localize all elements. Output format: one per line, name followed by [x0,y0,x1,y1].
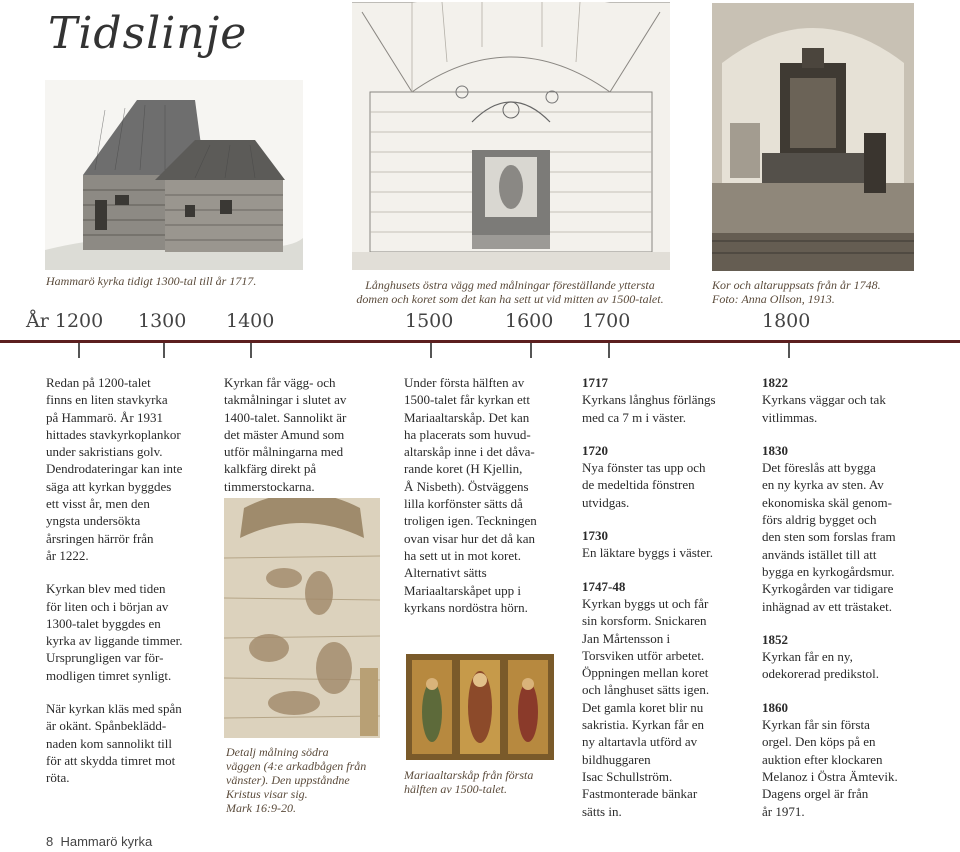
church-caption: Hammarö kyrka tidigt 1300-tal till år 1717. [46,274,257,288]
event-1730: 1730 En läktare byggs i väster. [582,528,714,561]
timeline-tick-1700 [608,343,610,358]
wall-drawing-image [352,2,670,270]
event-1822: 1822 Kyrkans väggar och tak vitlimmas. [762,375,886,425]
cabinet-caption: Mariaaltarskåp från första hälften av 1500-talet. [404,768,534,796]
column-1700s [582,374,752,836]
event-year: 1822 [762,375,788,390]
wall-caption-line-2: domen och koret som det kan ha sett ut vid mitten av 1500-talet. [356,292,664,306]
column-1400s [224,374,384,511]
column-1800s [762,374,952,836]
page-footer [46,834,152,849]
column-1200s [46,374,206,803]
event-year: 1860 [762,699,788,715]
event-year: 1747-48 [582,578,626,594]
wall-caption-line-1: Långhusets östra vägg med målningar föreställande yttersta [365,278,655,292]
page-number: 8 [46,834,54,849]
timeline-tick-1800 [788,343,790,358]
altar-caption-line-1: Kor och altaruppsats från år 1748. [712,278,881,292]
timeline-label-1300: 1300 [138,310,187,332]
altar-photo-image [712,3,914,271]
publication-name: Hammarö kyrka [60,834,153,849]
event-year: 1720 [582,442,608,458]
timeline-label-1500: 1500 [405,310,454,332]
page-title: Tidslinje [48,8,248,59]
event-year: 1852 [762,631,788,647]
event-year: 1830 [762,442,788,458]
timeline-tick-1600 [530,343,532,358]
timeline-label-1400: 1400 [226,310,275,332]
altar-caption [712,278,952,306]
event-1860: 1860 Kyrkan får sin första orgel. Den köps på en auktion efter klockaren Melanoz i Östra Ämtevik. Dagens orgel är från år 1971. [762,699,898,819]
event-year: 1730 [582,528,608,544]
year-prefix: År [26,310,49,332]
event-1717: 1717 Kyrkans långhus förlängs med ca 7 m i väster. [582,375,716,425]
timeline-label-1200: År 1200 [26,310,104,332]
paragraph-maria-altar: Under första hälften av 1500-talet får kyrkan ett Mariaaltarskåp. Det kan ha placerats som huvud- altarskåp inne i det dåva- rande koret (H Kjellin, Å Nisbeth). Östväggens lilla korfönster sätts då troligen igen. Teckningen ovan visar hur det då kan ha sett ut in mot koret. Alternativt sätts Mariaaltarskåpet upp i kyrkans nordöstra hörn. [404,375,537,615]
maria-altar-cabinet-image [404,652,556,762]
event-year: 1717 [582,375,608,390]
column-1500s [404,374,574,632]
event-1830: 1830 Det föreslås att bygga en ny kyrka av sten. Av ekonomiska skäl genom- förs aldrig bygget och den sten som forslas fram används istället till att bygga en kyrkogårdsmur. Kyrkogården var tidigare inhägnad av ett trästaket. [762,442,896,614]
event-1852: 1852 Kyrkan får en ny, odekorerad predikstol. [762,631,879,682]
event-1720: 1720 Nya fönster tas upp och de medeltida fönstren utvidgas. [582,442,706,510]
painting-caption: Detalj målning södra väggen (4:e arkadbågen från vänster). Den uppståndne Kristus visar sig. Mark 16:9-20. [226,745,367,815]
timeline-tick-1500 [430,343,432,358]
timeline-axis [0,340,960,343]
timeline-label-1700: 1700 [582,310,631,332]
timeline-label-1800: 1800 [762,310,811,332]
wall-caption [340,278,680,306]
timeline-tick-1400 [250,343,252,358]
altar-caption-line-2: Foto: Anna Ollson, 1913. [712,292,835,306]
timeline-tick-1200 [78,343,80,358]
church-sketch-image [45,80,303,270]
paragraph-timber-church: Kyrkan blev med tiden för liten och i början av 1300-talet byggdes en kyrka av liggande timmer. Ursprungligen var för- modligen timret synligt. [46,581,183,683]
wall-painting-detail-image [224,498,380,738]
event-1747-48: 1747-48 Kyrkan byggs ut och får sin korsform. Snickaren Jan Mårtensson i Torsviken utför arbetet. Öppningen mellan koret och långhuset sätts igen. Det gamla koret blir nu sakristia. Kyrkan får en ny altartavla utförd av bildhuggaren Isac Schullström. Fastmonterade bänkar sätts in. [582,578,710,819]
paragraph-paintings: Kyrkan får vägg- och takmålningar i slutet av 1400-talet. Sannolikt är det mäster Amund som utför målningarna med kalkfärg direkt på timmerstockarna. [224,375,347,494]
timeline-label-1600: 1600 [505,310,554,332]
paragraph-stave-church: Redan på 1200-talet finns en liten stavkyrka på Hammarö. År 1931 hittades stavkyrkoplankor under sakristians golv. Dendrodateringar kan inte säga att kyrkan byggdes ett visst år, men den yngsta undersökta årsringen härrör från år 1222. [46,375,183,563]
paragraph-shingles: När kyrkan kläs med spån är okänt. Spånbeklädd- naden kom sannolikt till för att skydda timret mot röta. [46,701,182,786]
timeline-tick-1300 [163,343,165,358]
